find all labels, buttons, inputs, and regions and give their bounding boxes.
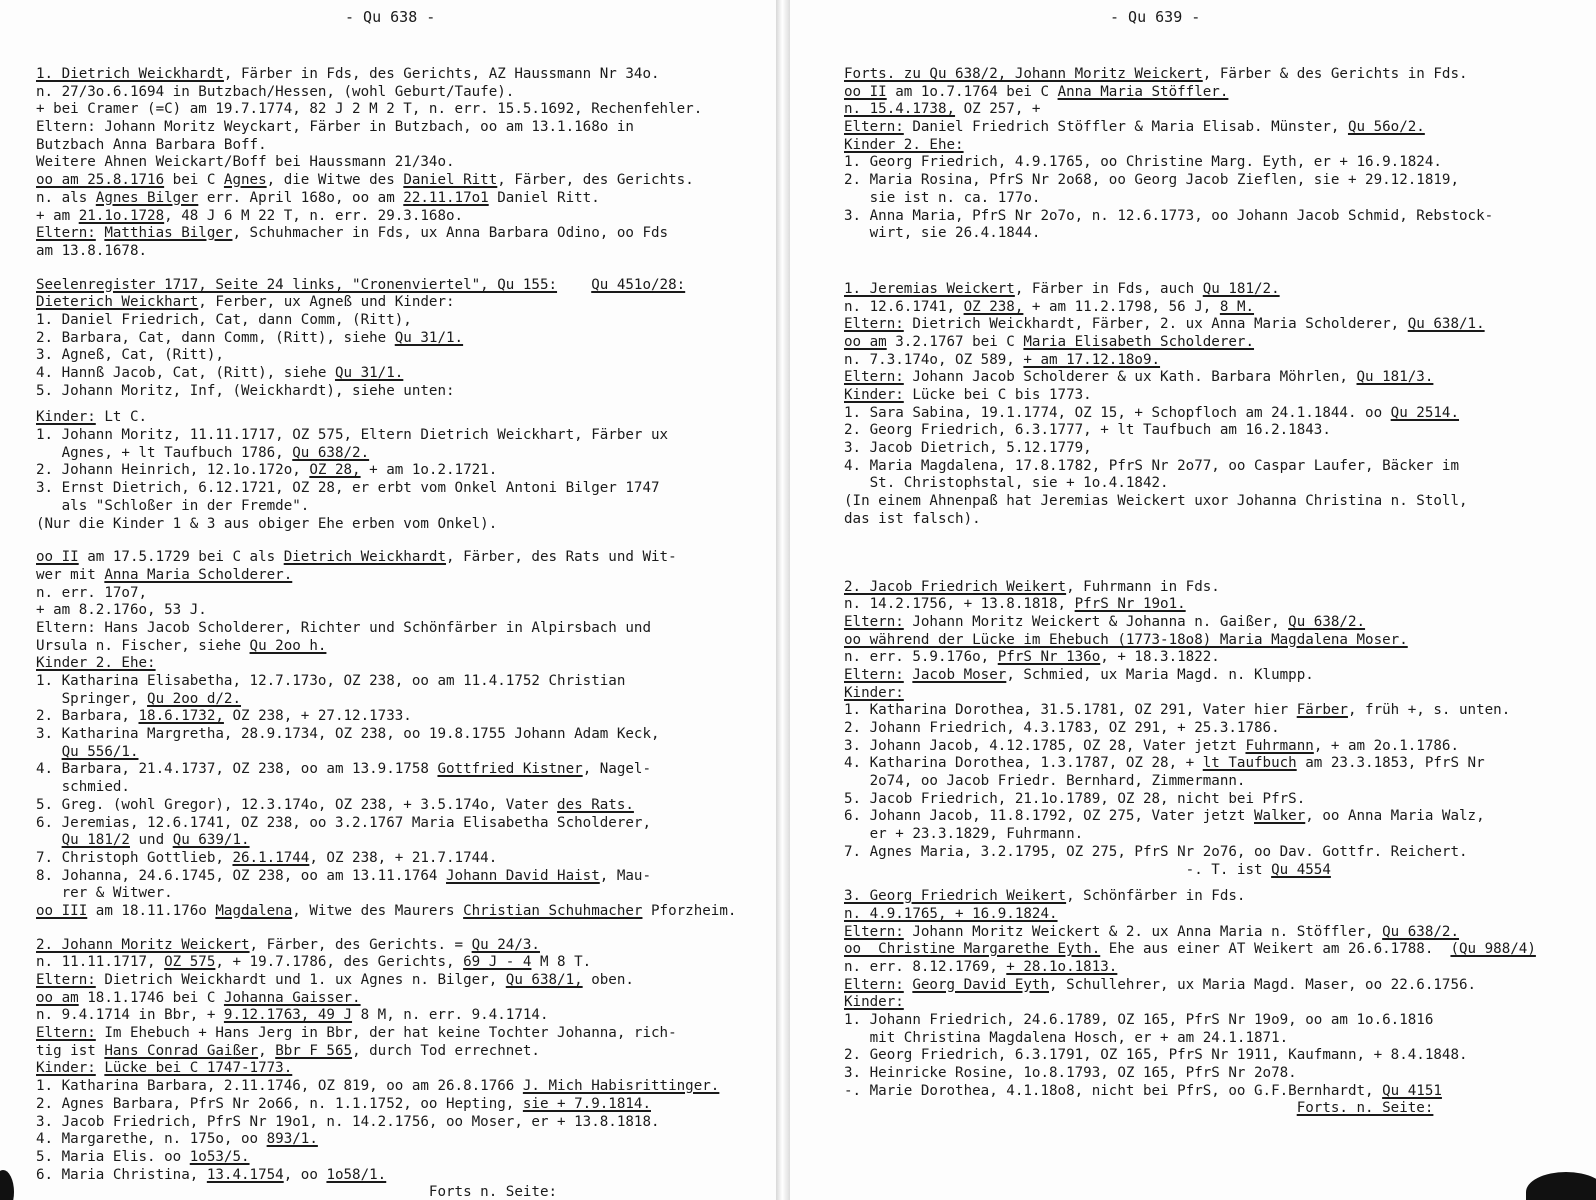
text-line: (Nur die Kinder 1 & 3 aus obiger Ehe erben vom Onkel).: [36, 515, 498, 532]
text-line: n. 9.4.1714 in Bbr, + 9.12.1763, 49 J 8 M, n. err. 9.4.1714.: [36, 1007, 549, 1024]
text-line: 2. Johann Moritz Weickert, Färber, des Gerichts. = Qu 24/3.: [36, 936, 540, 953]
text-line: Kinder 2. Ehe:: [36, 655, 156, 672]
text-line: n. 27/3o.6.1694 in Butzbach/Hessen, (wohl Geburt/Taufe).: [36, 83, 515, 100]
text-line: 8. Johanna, 24.6.1745, OZ 238, oo am 13.11.1764 Johann David Haist, Mau-: [36, 867, 651, 884]
text-line: oo II am 17.5.1729 bei C als Dietrich Weickhardt, Färber, des Rats und Wit-: [36, 549, 677, 566]
text-line: 6. Johann Jacob, 11.8.1792, OZ 275, Vater jetzt Walker, oo Anna Maria Walz,: [844, 808, 1485, 825]
text-line: Eltern: Dietrich Weickhardt und 1. ux Agnes n. Bilger, Qu 638/1, oben.: [36, 972, 634, 988]
page-number-right: - Qu 639 -: [1110, 8, 1201, 26]
text-line: n. 7.3.174o, OZ 589, + am 17.12.18o9.: [844, 351, 1161, 368]
text-line: 2. Maria Rosina, PfrS Nr 2o68, oo Georg Jacob Zieflen, sie + 29.12.1819,: [844, 172, 1459, 189]
text-line: 5. Jacob Friedrich, 21.1o.1789, OZ 28, nicht bei PfrS.: [844, 790, 1306, 807]
text-line: 1. Johann Moritz, 11.11.1717, OZ 575, Eltern Dietrich Weickhart, Färber ux: [36, 427, 669, 444]
text-line: -. T. ist Qu 4554: [844, 861, 1331, 878]
text-line: Eltern: Johann Moritz Weickert & Johanna n. Gaißer, Qu 638/2.: [844, 613, 1366, 630]
text-line: er + 23.3.1829, Fuhrmann.: [844, 826, 1084, 843]
text-line: 2. Georg Friedrich, 6.3.1777, + lt Taufbuch am 16.2.1843.: [844, 422, 1331, 439]
text-line: 4. Barbara, 21.4.1737, OZ 238, oo am 13.9.1758 Gottfried Kistner, Nagel-: [36, 761, 652, 778]
text-line: am 13.8.1678.: [36, 242, 148, 259]
text-line: Kinder:: [844, 684, 904, 701]
paragraph-gap: [36, 261, 736, 277]
text-line: n. 12.6.1741, OZ 238, + am 11.2.1798, 56 J, 8 M.: [844, 298, 1255, 315]
text-line: 2. Jacob Friedrich Weikert, Fuhrmann in Fds.: [844, 578, 1220, 595]
text-line: oo am 18.1.1746 bei C Johanna Gaisser.: [36, 989, 361, 1006]
text-line: Springer, Qu 2oo d/2.: [36, 690, 242, 707]
text-line: wer mit Anna Maria Scholderer.: [36, 566, 293, 583]
text-line: 5. Maria Elis. oo 1o53/5.: [36, 1148, 250, 1165]
text-line: 3. Johann Jacob, 4.12.1785, OZ 28, Vater jetzt Fuhrmann, + am 2o.1.1786.: [844, 737, 1460, 754]
left-page-text: [36, 66, 736, 1200]
text-line: 2. Johann Heinrich, 12.1o.172o, OZ 28, + am 1o.2.1721.: [36, 462, 498, 479]
text-line: 1. Daniel Friedrich, Cat, dann Comm, (Ritt),: [36, 311, 412, 328]
text-line: 6. Jeremias, 12.6.1741, OZ 238, oo 3.2.1767 Maria Elisabetha Scholderer,: [36, 814, 651, 831]
text-line: Eltern: Hans Jacob Scholderer, Richter und Schönfärber in Alpirsbach und: [36, 619, 651, 636]
text-line: Qu 556/1.: [61, 743, 139, 760]
text-line: Ursula n. Fischer, siehe Qu 2oo h.: [36, 637, 327, 654]
text-line: 4. Hannß Jacob, Cat, (Ritt), siehe Qu 31/1.: [36, 365, 404, 381]
text-line: oo III am 18.11.176o Magdalena, Witwe des Maurers Christian Schuhmacher Pforzheim.: [36, 902, 737, 919]
paragraph-gap: [844, 879, 1536, 888]
text-line: 1. Katharina Dorothea, 31.5.1781, OZ 291, Vater hier Färber, früh +, s. unten.: [844, 702, 1511, 719]
text-line: Seelenregister 1717, Seite 24 links, "Cronenviertel", Qu 155: Qu 451o/28:: [36, 276, 686, 293]
text-line: schmied.: [36, 779, 130, 796]
text-line: das ist falsch).: [844, 510, 981, 527]
left-page: [0, 0, 776, 1200]
text-line: Eltern: Johann Jacob Scholderer & ux Kath. Barbara Möhrlen, Qu 181/3.: [844, 369, 1434, 386]
text-line: als "Schloßer in der Fremde".: [36, 497, 310, 514]
text-line: 4. Margarethe, n. 175o, oo 893/1.: [36, 1131, 318, 1148]
text-line: n. err. 5.9.176o, PfrS Nr 136o, + 18.3.1822.: [844, 649, 1220, 666]
text-line: 4. Maria Magdalena, 17.8.1782, PfrS Nr 2o77, oo Caspar Laufer, Bäcker im: [844, 457, 1459, 474]
text-line: Forts n. Seite:: [36, 1184, 558, 1200]
page-number-left: - Qu 638 -: [345, 8, 436, 26]
text-line: sie ist n. ca. 177o.: [844, 189, 1041, 206]
text-line: Eltern: Johann Moritz Weickert & 2. ux Anna Maria n. Stöffler, Qu 638/2.: [844, 923, 1460, 940]
text-line: (In einem Ahnenpaß hat Jeremias Weickert uxor Johanna Christina n. Stoll,: [844, 493, 1468, 510]
text-line: oo II am 1o.7.1764 bei C Anna Maria Stöffler.: [844, 83, 1229, 100]
text-line: 2. Georg Friedrich, 6.3.1791, OZ 165, PfrS Nr 1911, Kaufmann, + 8.4.1848.: [844, 1047, 1468, 1064]
text-line: 7. Christoph Gottlieb, 26.1.1744, OZ 238, + 21.7.1744.: [36, 849, 498, 866]
text-line: 3. Heinricke Rosine, 1o.8.1793, OZ 165, PfrS Nr 2o78.: [844, 1065, 1297, 1082]
text-line: Eltern: Dietrich Weickhardt, Färber, 2. ux Anna Maria Scholderer, Qu 638/1.: [844, 316, 1485, 333]
text-line: St. Christophstal, sie + 1o.4.1842.: [844, 475, 1169, 492]
text-line: 1. Sara Sabina, 19.1.1774, OZ 15, + Schopfloch am 24.1.1844. oo Qu 2514.: [844, 404, 1460, 421]
text-line: 2. Barbara, 18.6.1732, OZ 238, + 27.12.1733.: [36, 708, 412, 725]
text-line: Eltern: Daniel Friedrich Stöffler & Maria Elisab. Münster, Qu 56o/2.: [844, 119, 1425, 136]
text-line: 3. Agneß, Cat, (Ritt),: [36, 347, 224, 364]
text-line: n. 4.9.1765, + 16.9.1824.: [844, 905, 1058, 922]
text-line: wirt, sie 26.4.1844.: [844, 225, 1041, 242]
text-line: n. als Agnes Bilger err. April 168o, oo am 22.11.17o1 Daniel Ritt.: [36, 189, 600, 206]
paragraph-gap: [36, 533, 736, 549]
text-line: 2o74, oo Jacob Friedr. Bernhard, Zimmermann.: [844, 773, 1246, 790]
text-line: 3. Ernst Dietrich, 6.12.1721, OZ 28, er erbt vom Onkel Antoni Bilger 1747: [36, 480, 660, 497]
right-page: [790, 0, 1596, 1200]
text-line: + am 21.1o.1728, 48 J 6 M 22 T, n. err. 29.3.168o.: [36, 207, 464, 224]
text-line: 5. Johann Moritz, Inf, (Weickhardt), siehe unten:: [36, 382, 455, 399]
text-line: 1. Katharina Barbara, 2.11.1746, OZ 819, oo am 26.8.1766 J. Mich Habisrittinger.: [36, 1078, 720, 1095]
text-line: Qu 181/2 und Qu 639/1.: [61, 832, 250, 849]
text-line: 4. Katharina Dorothea, 1.3.1787, OZ 28, + lt Taufbuch am 23.3.1853, PfrS Nr: [844, 755, 1485, 772]
text-line: n. 14.2.1756, + 13.8.1818, PfrS Nr 19o1.: [844, 596, 1186, 613]
text-line: 3. Jacob Dietrich, 5.12.1779,: [844, 440, 1092, 457]
paragraph-gap: [36, 921, 736, 937]
text-line: tig ist Hans Conrad Gaißer, Bbr F 565, durch Tod errechnet.: [36, 1042, 540, 1059]
scan-shadow-blot: [1526, 1172, 1596, 1200]
text-line: 5. Greg. (wohl Gregor), 12.3.174o, OZ 238, + 3.5.174o, Vater des Rats.: [36, 796, 634, 813]
text-line: 7. Agnes Maria, 3.2.1795, OZ 275, PfrS Nr 2o76, oo Dav. Gottfr. Reichert.: [844, 843, 1468, 860]
text-line: 3. Anna Maria, PfrS Nr 2o7o, n. 12.6.1773, oo Johann Jacob Schmid, Rebstock-: [844, 207, 1494, 224]
text-line: + bei Cramer (=C) am 19.7.1774, 82 J 2 M 2 T, n. err. 15.5.1692, Rechenfehler.: [36, 101, 703, 118]
text-line: oo am 25.8.1716 bei C Agnes, die Witwe des Daniel Ritt, Färber, des Gerichts.: [36, 172, 694, 189]
text-line: 3. Katharina Margretha, 28.9.1734, OZ 238, oo 19.8.1755 Johann Adam Keck,: [36, 726, 660, 743]
text-line: Eltern: Im Ehebuch + Hans Jerg in Bbr, der hat keine Tochter Johanna, rich-: [36, 1025, 677, 1042]
text-line: Eltern: Johann Moritz Weyckart, Färber in Butzbach, oo am 13.1.168o in: [36, 119, 634, 136]
text-line: Weitere Ahnen Weickart/Boff bei Haussmann 21/34o.: [36, 154, 455, 171]
text-line: Dieterich Weickhart, Ferber, ux Agneß und Kinder:: [36, 294, 455, 311]
text-line: Forts. n. Seite:: [1296, 1100, 1434, 1117]
text-line: Eltern: Georg David Eyth, Schullehrer, ux Maria Magd. Maser, oo 22.6.1756.: [844, 976, 1477, 993]
text-line: 1. Johann Friedrich, 24.6.1789, OZ 165, PfrS Nr 19o9, oo am 1o.6.1816: [844, 1012, 1434, 1028]
right-page-text: [844, 66, 1536, 1118]
scan-shadow-blot: [0, 1170, 14, 1200]
text-line: Eltern: Matthias Bilger, Schuhmacher in Fds, ux Anna Barbara Odino, oo Fds: [36, 225, 669, 242]
text-line: 1. Katharina Elisabetha, 12.7.173o, OZ 238, oo am 11.4.1752 Christian: [36, 673, 626, 689]
text-line: 1. Dietrich Weickhardt, Färber in Fds, des Gerichts, AZ Haussmann Nr 34o.: [36, 66, 660, 82]
paragraph-gap: [844, 243, 1536, 281]
paragraph-gap: [36, 400, 736, 409]
paragraph-gap: [844, 529, 1536, 579]
text-line: n. 11.11.1717, OZ 575, + 19.7.1786, des Gerichts, 69 J - 4 M 8 T.: [36, 954, 592, 971]
text-line: n. err. 17o7,: [36, 584, 148, 601]
text-line: Kinder: Lt C.: [36, 409, 148, 426]
text-line: oo während der Lücke im Ehebuch (1773-18o8) Maria Magdalena Moser.: [844, 631, 1408, 648]
book-gutter: [776, 0, 790, 1200]
text-line: n. 15.4.1738, OZ 257, +: [844, 101, 1041, 118]
text-line: oo am 3.2.1767 bei C Maria Elisabeth Scholderer.: [844, 333, 1255, 350]
text-line: 2. Johann Friedrich, 4.3.1783, OZ 291, + 25.3.1786.: [844, 720, 1280, 736]
text-line: + am 8.2.176o, 53 J.: [36, 602, 207, 619]
text-line: 1. Georg Friedrich, 4.9.1765, oo Christine Marg. Eyth, er + 16.9.1824.: [844, 154, 1442, 171]
text-line: Forts. zu Qu 638/2, Johann Moritz Weickert, Färber & des Gerichts in Fds.: [844, 66, 1468, 82]
text-line: 2. Agnes Barbara, PfrS Nr 2o66, n. 1.1.1752, oo Hepting, sie + 7.9.1814.: [36, 1095, 651, 1112]
text-line: 3. Jacob Friedrich, PfrS Nr 19o1, n. 14.2.1756, oo Moser, er + 13.8.1818.: [36, 1113, 660, 1130]
text-line: 2. Barbara, Cat, dann Comm, (Ritt), siehe Qu 31/1.: [36, 329, 464, 346]
text-line: Eltern: Jacob Moser, Schmied, ux Maria Magd. n. Klumpp.: [844, 666, 1314, 683]
text-line: 3. Georg Friedrich Weikert, Schönfärber in Fds.: [844, 888, 1246, 905]
text-line: rer & Witwer.: [36, 885, 173, 902]
text-line: -. Marie Dorothea, 4.1.18o8, nicht bei PfrS, oo G.F.Bernhardt, Qu 4151: [844, 1082, 1442, 1099]
text-line: Agnes, + lt Taufbuch 1786, Qu 638/2.: [36, 444, 370, 461]
text-line: Butzbach Anna Barbara Boff.: [36, 136, 267, 153]
text-line: 6. Maria Christina, 13.4.1754, oo 1o58/1.: [36, 1166, 387, 1183]
text-line: mit Christina Magdalena Hosch, er + am 24.1.1871.: [844, 1029, 1289, 1046]
text-line: 1. Jeremias Weickert, Färber in Fds, auch Qu 181/2.: [844, 280, 1280, 297]
text-line: Kinder:: [844, 994, 904, 1011]
text-line: oo Christine Margarethe Eyth. Ehe aus einer AT Weikert am 26.6.1788. (Qu 988/4): [844, 941, 1536, 958]
text-line: Kinder 2. Ehe:: [844, 136, 964, 153]
text-line: Kinder: Lücke bei C bis 1773.: [844, 387, 1092, 403]
text-line: Kinder: Lücke bei C 1747-1773.: [36, 1060, 293, 1077]
text-line: n. err. 8.12.1769, + 28.1o.1813.: [844, 958, 1118, 975]
